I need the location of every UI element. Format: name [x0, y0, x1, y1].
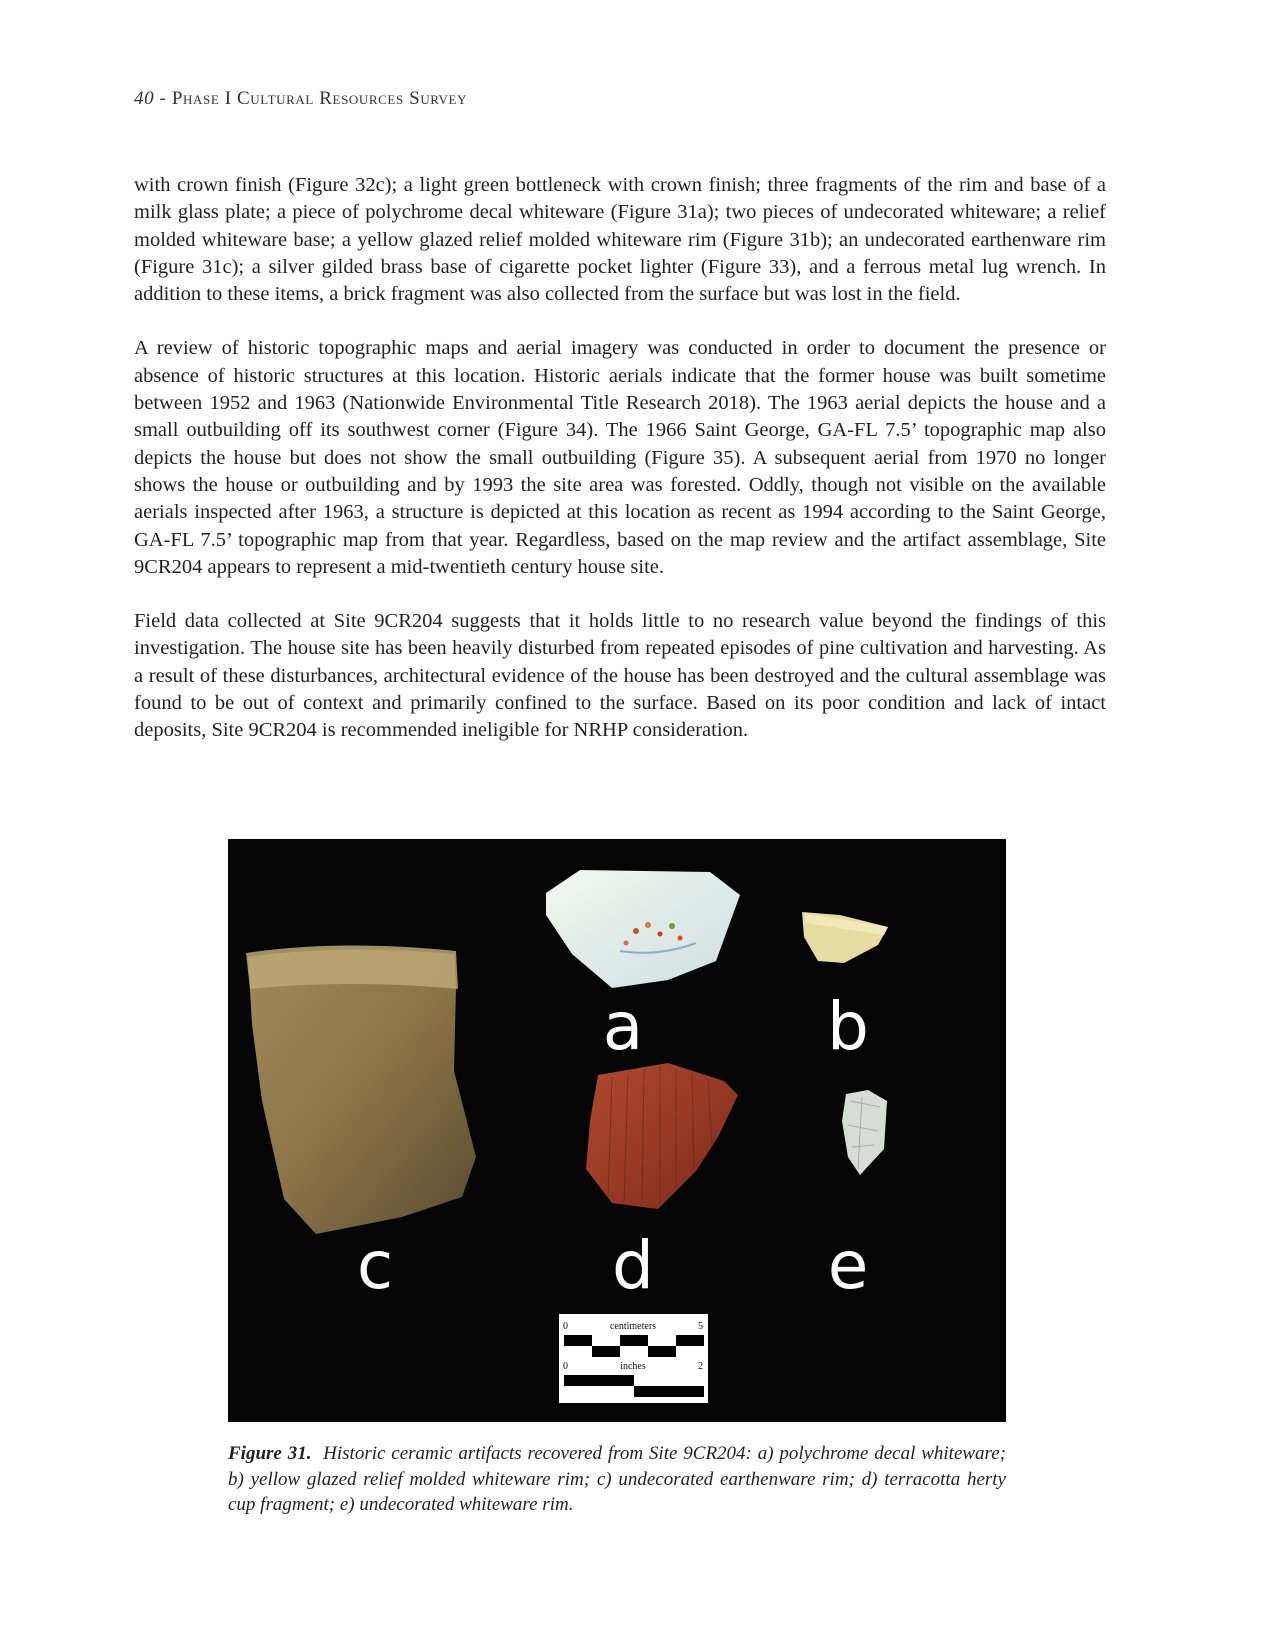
figure-caption — [228, 1441, 1006, 1518]
caption-label: Figure 31. — [228, 1443, 312, 1464]
artifact-b-yellow-whiteware-rim — [802, 912, 888, 963]
artifact-e-whiteware-rim — [842, 1090, 887, 1175]
label-c: c — [356, 1227, 394, 1304]
scale-bar — [559, 1314, 708, 1403]
scale-cm-max: 5 — [698, 1321, 703, 1332]
artifact-c-earthenware-rim — [246, 945, 476, 1234]
body-text — [134, 172, 1106, 772]
label-a: a — [602, 988, 644, 1065]
caption-text: Historic ceramic artifacts recovered from Site 9CR204: a) polychrome decal whiteware; b) yellow glazed relief molded whiteware rim; c) undecorated earthenware rim; d) terracotta herty cup fragment; e) undecorated whiteware rim. — [228, 1443, 1007, 1515]
label-d: d — [612, 1227, 654, 1304]
scale-in-max: 2 — [698, 1361, 703, 1372]
header-title: Phase I Cultural Resources Survey — [171, 88, 468, 109]
paragraph-3: Field data collected at Site 9CR204 suggests that it holds little to no research value beyond the findings of this investigation. The house site has been heavily disturbed from repeated episodes of pine cultivation and harvesting. As a result of these disturbances, architectural evidence of the house has been destroyed and the cultural assemblage was found to be out of context and primarily confined to the surface. Based on its poor condition and lack of intact deposits, Site 9CR204 is recommended ineligible for NRHP consideration. — [134, 610, 1106, 742]
paragraph-2: A review of historic topographic maps and aerial imagery was conducted in order to document the presence or absence of historic structures at this location. Historic aerials indicate that the former house was built sometime between 1952 and 1963 (Nationwide Environmental Title Research 2018). The 1963 aerial depicts the house and a small outbuilding off its southwest corner (Figure 34). The 1966 Saint George, GA-FL 7.5’ topographic map also depicts the house but does not show the small outbuilding (Figure 35). A subsequent aerial from 1970 no longer shows the house or outbuilding and by 1993 the site area was forested. Oddly, though not visible on the available aerials inspected after 1963, a structure is depicted at this location as recent as 1994 according to the Saint George, GA-FL 7.5’ topographic map from that year. Regardless, based on the map review and the artifact assemblage, Site 9CR204 appears to represent a mid-twentieth century house site. — [134, 337, 1106, 578]
paragraph-1: with crown finish (Figure 32c); a light green bottleneck with crown finish; three fragments of the rim and base of a milk glass plate; a piece of polychrome decal whiteware (Figure 31a); two pieces of undecorated whiteware; a relief molded whiteware base; a yellow glazed relief molded whiteware rim (Figure 31b); an undecorated earthenware rim (Figure 31c); a silver gilded brass base of cigarette pocket lighter (Figure 33), and a ferrous metal lug wrench. In addition to these items, a brick fragment was also collected from the surface but was lost in the field. — [134, 174, 1106, 306]
scale-cm-label: centimeters — [609, 1321, 657, 1332]
artifact-photo-svg — [228, 839, 1006, 1422]
scale-in-label: inches — [620, 1361, 646, 1372]
page-number: 40 — [134, 88, 155, 109]
scale-in-min: 0 — [563, 1361, 568, 1372]
running-header — [134, 88, 467, 110]
artifact-photo — [228, 839, 1006, 1422]
scale-cm-min: 0 — [563, 1321, 568, 1332]
artifact-a-polychrome-whiteware — [546, 870, 740, 988]
artifact-d-terracotta-fragment — [586, 1063, 738, 1209]
label-b: b — [827, 988, 869, 1065]
label-e: e — [827, 1227, 869, 1304]
header-separator: - — [154, 88, 172, 109]
